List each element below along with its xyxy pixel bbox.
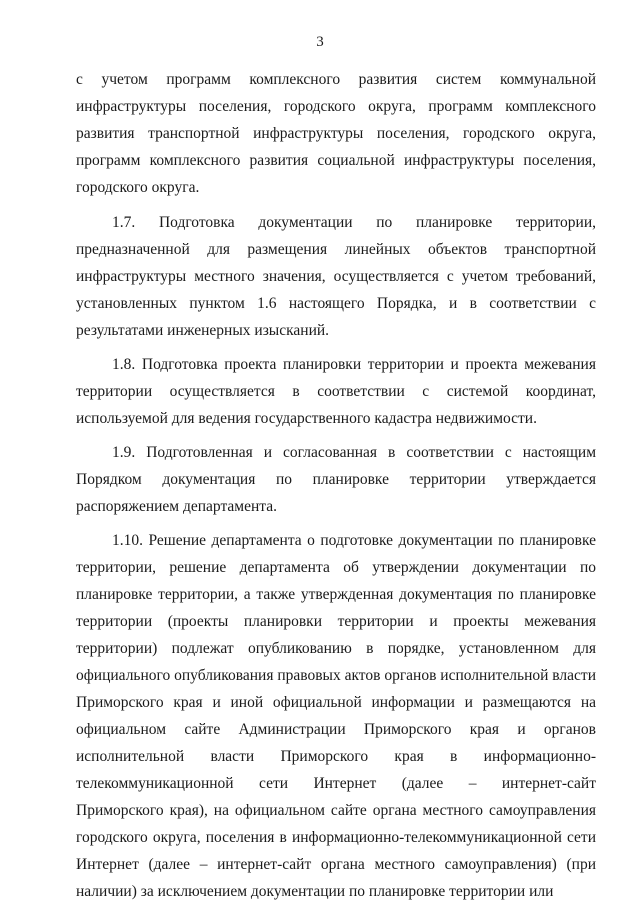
text-line: официальном сайте Администрации Приморского края и органов bbox=[76, 721, 596, 738]
page-number: 3 bbox=[316, 34, 324, 50]
paragraph bbox=[76, 209, 596, 344]
text-line: результатами инженерных изысканий. bbox=[76, 322, 330, 339]
text-line: 1.7. Подготовка документации по планировке территории, bbox=[112, 214, 596, 231]
text-line: с учетом программ комплексного развития систем коммунальной bbox=[76, 71, 596, 88]
text-line: территории) подлежат опубликованию в порядке, установленном для bbox=[76, 640, 596, 657]
paragraph bbox=[76, 527, 596, 905]
text-line: распоряжением департамента. bbox=[76, 498, 278, 515]
text-line: исполнительной власти Приморского края в информационно- bbox=[76, 748, 596, 765]
text-line: 1.8. Подготовка проекта планировки территории и проекта межевания bbox=[112, 356, 596, 373]
text-line: планировке территории, а также утвержденная документация по планировке bbox=[76, 586, 596, 603]
text-line: телекоммуникационной сети Интернет (далее – интернет-сайт bbox=[76, 775, 596, 792]
paragraph bbox=[76, 66, 596, 201]
text-line: инфраструктуры местного значения, осуществляется с учетом требований, bbox=[76, 268, 596, 285]
text-line: территории, решение департамента об утверждении документации по bbox=[76, 559, 596, 576]
text-line: используемой для ведения государственного кадастра недвижимости. bbox=[76, 410, 537, 427]
text-line: инфраструктуры поселения, городского округа, программ комплексного bbox=[76, 98, 596, 115]
text-line: установленных пунктом 1.6 настоящего Порядка, и в соответствии с bbox=[76, 295, 596, 312]
text-line: Приморского края), на официальном сайте органа местного самоуправления bbox=[76, 802, 596, 819]
text-line: 1.9. Подготовленная и согласованная в соответствии с настоящим bbox=[112, 444, 596, 461]
text-line: наличии) за исключением документации по планировке территории или bbox=[76, 883, 554, 900]
text-line: Интернет (далее – интернет-сайт органа местного самоуправления) (при bbox=[76, 856, 596, 873]
text-line: 1.10. Решение департамента о подготовке документации по планировке bbox=[112, 532, 596, 549]
text-line: официального опубликования правовых актов органов исполнительной власти bbox=[76, 667, 596, 684]
document-body bbox=[76, 66, 596, 905]
paragraph bbox=[76, 351, 596, 432]
text-line: Приморского края и иной официальной информации и размещаются на bbox=[76, 694, 596, 711]
text-line: городского округа. bbox=[76, 179, 200, 196]
text-line: территории (проекты планировки территории и проекты межевания bbox=[76, 613, 596, 630]
text-line: предназначенной для размещения линейных объектов транспортной bbox=[76, 241, 596, 258]
text-line: городского округа, поселения в информационно-телекоммуникационной сети bbox=[76, 829, 596, 846]
text-line: территории осуществляется в соответствии с системой координат, bbox=[76, 383, 596, 400]
text-line: Порядком документация по планировке территории утверждается bbox=[76, 471, 596, 488]
text-line: развития транспортной инфраструктуры поселения, городского округа, bbox=[76, 125, 596, 142]
text-line: программ комплексного развития социальной инфраструктуры поселения, bbox=[76, 152, 596, 169]
paragraph bbox=[76, 439, 596, 520]
